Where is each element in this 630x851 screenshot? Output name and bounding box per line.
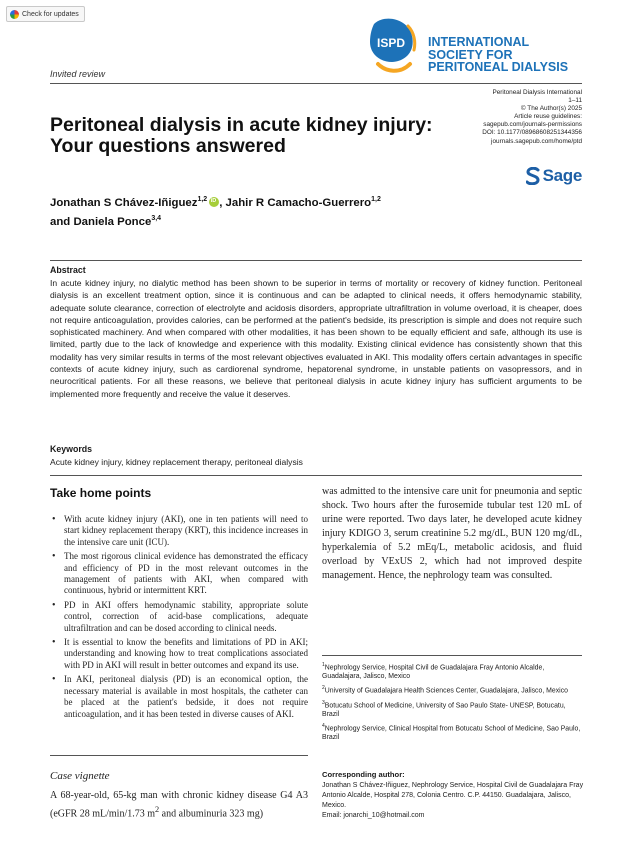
orcid-icon[interactable] (209, 197, 219, 207)
case-vignette-continued: was admitted to the intensive care unit for pneumonia and septic shock. Two hours after the furosemide tubular test 120 mL of urine were reported. Two days later, he developed acute kidney injury KDIGO 3, serum creatinine 5.2 mg/dL, BUN 120 mg/dL, hyperkalemia of 5.2 mEq/L, metabolic acidosis, and fluid overload by VExUS 2, which had not improved despite management. Hence, the nephrology team was consulted. (322, 486, 582, 581)
case-vignette-text (50, 789, 308, 821)
reuse-link[interactable]: sagepub.com/journals-permissions (483, 121, 582, 129)
take-home-point: • In AKI, peritoneal dialysis (PD) is an economical option, the necessary material is available in most hospitals, the catheter can be placed at the patient's bedside, it does not require anticoagulation, and it has been tested in diverse causes of AKI. (50, 674, 308, 720)
affiliation-number: 4 (322, 722, 325, 729)
doi-link[interactable]: DOI: 10.1177/08968608251344356 (482, 129, 582, 137)
author-1[interactable]: Jonathan S Chávez-Iñiguez (50, 196, 198, 209)
keywords-heading: Keywords (50, 444, 93, 454)
affiliation-item (322, 661, 584, 681)
journal-link[interactable]: journals.sagepub.com/home/ptd (491, 137, 582, 145)
author-conjunction: and (50, 215, 71, 228)
take-home-list (50, 514, 308, 723)
keywords-text: Acute kidney injury, kidney replacement therapy, peritoneal dialysis (50, 457, 303, 467)
affiliation-item (322, 722, 584, 742)
header-divider (50, 83, 582, 84)
article-type: Invited review (50, 69, 106, 79)
affiliation-number: 2 (322, 685, 325, 692)
take-home-point: • It is essential to know the benefits and limitations of PD in AKI; understanding and knowing how to treat complications associated with PD in AKI will result in better outcomes and expand its use. (50, 637, 308, 671)
abstract-text: In acute kidney injury, no dialytic method has been shown to be superior in terms of mortality or recovery of kidney function. Peritoneal dialysis is an excellent treatment option, since it is continuous and can be adapted to clinical needs, it offers hemodynamic stability, adequate solute clearance, correction of electrolyte and acidosis disorders, appropriate ultrafiltration in volume overload, it is cheaper, does not require anticoagulation, provides calories, can be performed at the patient's bedside, its prescription is simple and does not require such sophisticated machinery. And when compared with other modalities, it has been shown to be equally efficient and safe, although its use is limited, partly due to the lack of knowledge and experience with this modality. Existing clinical evidence has consistently shown that this modality has very similar results in terms of the most relevant objectives evaluated in AKI. This modality offers certain advantages in specific contexts of acute kidney injury, such as cardiorenal syndrome, hepatorenal syndrome, in unstable patients on vasopressors, and in neurocritical patients. For all these reasons, we believe that peritoneal dialysis in acute kidney injury has sufficient arguments to be implemented more frequently and receive the value it deserves. (50, 278, 582, 399)
case-vignette-sup: 2 (155, 805, 160, 814)
reuse-label: Article reuse guidelines: (514, 113, 582, 121)
publisher-name: Sage (542, 166, 582, 185)
take-home-point: • The most rigorous clinical evidence has demonstrated the efficacy and efficiency of PD in the most relevant outcomes in the management of patients with AKI, when compared with continuous, hybrid or intermittent KRT. (50, 551, 308, 597)
check-for-updates-label: Check for updates (22, 10, 79, 18)
article-title (50, 115, 450, 157)
sage-logo (526, 166, 582, 186)
society-name-line-2: SOCIETY FOR (428, 47, 513, 62)
affiliation-text: Botucatu School of Medicine, University of Sao Paulo State- UNESP, Botucatu, Brazil (322, 701, 566, 718)
affiliation-text: University of Guadalajara Health Sciences Center, Guadalajara, Jalisco, Mexico (324, 687, 568, 695)
case-vignette-heading: Case vignette (50, 770, 110, 782)
abstract-heading: Abstract (50, 265, 86, 275)
affiliation-item (322, 684, 584, 695)
ispd-logo (364, 16, 420, 78)
take-home-divider (50, 755, 308, 756)
take-home-point: • PD in AKI offers hemodynamic stability, appropriate solute control, correction of acid-base complications, adequate ultrafiltration and can be dosed according to clinical needs. (50, 600, 308, 634)
article-title-line-2: Your questions answered (50, 135, 286, 157)
article-title-line-1: Peritoneal dialysis in acute kidney injury: (50, 114, 433, 136)
author-2-affil: 1,2 (371, 196, 381, 203)
author-3-affil: 3,4 (151, 214, 162, 222)
affiliation-number: 1 (322, 662, 325, 668)
author-1-affil: 1,2 (197, 196, 208, 203)
copyright: © The Author(s) 2025 (520, 105, 582, 113)
logo-mark-text: ISPD (376, 36, 406, 50)
corresponding-heading: Corresponding author: (322, 770, 405, 779)
sage-s-icon (526, 167, 540, 185)
keywords-divider (50, 475, 582, 476)
author-3[interactable]: Daniela Ponce (73, 215, 152, 228)
take-home-point: • With acute kidney injury (AKI), one in ten patients will need to start kidney replacement therapy (KRT), this incidence increases in the intensive care unit (ICU). (50, 514, 308, 548)
affiliation-list (322, 661, 584, 745)
affiliation-number: 3 (322, 699, 325, 706)
crossmark-icon (10, 10, 19, 19)
page-range: 1–11 (568, 97, 582, 105)
society-name-line-3: PERITONEAL DIALYSIS (428, 60, 569, 74)
check-for-updates-button[interactable] (6, 6, 85, 22)
affiliation-text: Nephrology Service, Clinical Hospital from Botucatu School of Medicine, Sao Paulo, Brazil (322, 725, 581, 742)
society-name-line-1: INTERNATIONAL (428, 35, 530, 49)
corresponding-author (322, 781, 584, 821)
corresponding-email[interactable]: Email: jonarchi_10@hotmail.com (322, 812, 425, 819)
footnote-divider (322, 655, 582, 656)
journal-name: Peritoneal Dialysis International (492, 89, 582, 96)
affiliation-text: Nephrology Service, Hospital Civil de Guadalajara Fray Antonio Alcalde, Guadalajara, Jalisco, Mexico (322, 664, 545, 681)
society-name (428, 36, 568, 74)
case-vignette-text-a: A 68-year-old, 65-kg man with chronic kidney disease G4 A3 (eGFR 28 mL/min/1.73 m (50, 790, 308, 820)
author-2[interactable]: Jahir R Camacho-Guerrero (225, 196, 372, 209)
corresponding-address: Jonathan S Chávez-Iñiguez, Nephrology Service, Hospital Civil de Guadalajara Fray Antonio Alcalde, Hospital 278, Colonia Centro. C.P. 44150. Guadalajara, Jalisco, Mexico. (322, 782, 584, 809)
case-vignette-text-b: and albuminuria 323 mg) (159, 808, 264, 820)
affiliation-item (322, 699, 584, 719)
take-home-heading: Take home points (50, 486, 152, 500)
journal-meta (482, 89, 582, 146)
abstract-divider (50, 260, 582, 261)
author-list: Jonathan S Chávez-Iñiguez$^{1,2}$iD , Jahir R Camacho-Guerrero$^{1,2}$ and Daniela Ponce$^{3,4}$ (50, 192, 450, 230)
